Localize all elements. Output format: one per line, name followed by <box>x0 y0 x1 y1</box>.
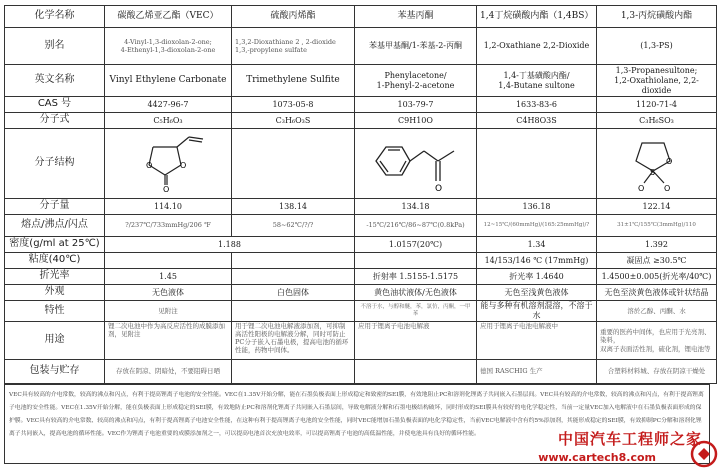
formula-phenylacetone: C9H10O <box>355 113 477 129</box>
formula-propane-sultone: C₃H₆SO₃ <box>597 113 717 129</box>
english-row <box>5 65 717 97</box>
english-propane-sultone-line: 1,2-Oxathiolane, 2,2-dioxide <box>614 75 699 95</box>
usage-phenylacetone: 应用于锂离子电池电解液 <box>355 322 477 360</box>
package-phenylacetone <box>355 360 477 384</box>
refraction-row <box>5 269 717 285</box>
alias-vec <box>105 28 232 65</box>
viscosity-row <box>5 253 717 269</box>
alias-vec-line: 4-Ethenyl-1,3-dioxolan-2-one <box>120 46 216 54</box>
spec-table <box>4 5 717 384</box>
english-phenylacetone-line: Phenylacetone/ <box>384 70 447 80</box>
mw-sulfite: 138.14 <box>232 199 355 215</box>
sultone-ring-oxygen: O <box>665 157 672 166</box>
header-sulfite: 硫酸丙烯酯 <box>232 6 355 28</box>
density-label: 密度(g/ml at 25℃) <box>5 237 105 253</box>
footnote-text: VEC具有较高的介电常数，较高的沸点和闪点，有利于提高锂离子电池的安全性能。VEC在1.35V开始分解，能在石墨负极表面上形成稳定和致密的SEI膜，有效地阻止PC和溶剂化锂离子共同嵌入石墨层间。VEC具有较高的介电常数，较高的沸点和闪点，有利于提高锂离子电池的安全性能。VEC在1.35V开始分解，能在负极表面上形成稳定的SEI膜，有效地防止PC和溶剂化锂离子共同嵌入石墨层间，导致电解液分解和石墨电极结构破坏，同时形成的SEI膜具有较好的电化学稳定性，当前一定量VEC加入电解液中在石墨负极表面形成的保护膜。VEC具有较高的介电常数、较高的沸点和闪点，有利于提高锂离子电池安全性能，在这种有利于提高锂离子电池的安全性能，同时VEC能增加石墨负极表面的电化学稳定性，当前VEC电解液中含有约5%添加剂，其能形成稳定的SEI膜，有效抑制PC分解和溶剂化锂离子共同嵌入，提高电池的循环性能。VEC作为锂离子电池重要的成膜添加剂之一，可以提高电池首次充放电效率，可以提高锂离子电池的高低温性能，并使电池具有良好的循环性能。 <box>4 384 710 464</box>
english-propane-sultone-line: 1,3-Propanesultone; <box>615 65 698 75</box>
english-label: 英文名称 <box>5 65 105 97</box>
density-phenylacetone: 1.0157(20℃) <box>355 237 477 253</box>
refraction-phenylacetone: 折射率 1.5155-1.5175 <box>355 269 477 285</box>
mp-propane-sultone: 31±1℃/155℃(3mmHg)/110 <box>597 215 717 237</box>
package-vec: 存放在阴凉、阴暗处，不要阻碍日晒 <box>105 360 232 384</box>
viscosity-vec <box>105 253 232 269</box>
mp-butane-sultone: 12~15℃/(60mmHg)/(165:25mmHg)/? <box>477 215 597 237</box>
property-label: 特性 <box>5 301 105 322</box>
header-butane-sultone: 1,4丁烷磺酸内酯（1,4BS） <box>477 6 597 28</box>
refraction-vec: 1.45 <box>105 269 232 285</box>
property-butane-sultone: 能与多种有机溶剂混溶，不溶于水 <box>477 301 597 322</box>
usage-butane-sultone: 应用于锂离子电池电解液中 <box>477 322 597 360</box>
appearance-propane-sultone: 无色至淡黄色液体或针状结晶 <box>597 285 717 301</box>
property-row <box>5 301 717 322</box>
mp-sulfite: 58~62℃/?/? <box>232 215 355 237</box>
viscosity-butane-sultone: 14/153/146 ℃ (17mmHg) <box>477 253 597 269</box>
mp-phenylacetone: -15℃/216℃/86~87℃(0.8kPa) <box>355 215 477 237</box>
viscosity-label: 粘度(40℃) <box>5 253 105 269</box>
mw-butane-sultone: 136.18 <box>477 199 597 215</box>
header-label: 化学名称 <box>5 6 105 28</box>
formula-label: 分子式 <box>5 113 105 129</box>
header-phenylacetone: 苯基丙酮 <box>355 6 477 28</box>
viscosity-propane-sultone: 凝固点 ≥30.5℃ <box>597 253 717 269</box>
usage-sulfite: 用于锂二次电池电解液添加剂，可抑制高活性阳极的电解液分解，同时可防止PC分子嵌入石墨电极，提高电池的循环性能，药物中间体。 <box>232 322 355 360</box>
appearance-row <box>5 285 717 301</box>
property-phenylacetone: 不溶于水，与醇和醚，苯，氯仿，丙酮，一甲苯 <box>355 301 477 322</box>
alias-sulfite-line: 1,3,2-Dioxathiane 2 , 2-dioxide <box>235 37 336 46</box>
structure-butane-sultone <box>477 129 597 199</box>
english-butane-sultone-line: 1,4-丁基磺酸内酯/ <box>503 70 570 80</box>
sultone-oxygen-right: O <box>663 184 670 193</box>
vec-oxygen-carbonyl: O <box>163 185 170 193</box>
formula-butane-sultone: C4H8O3S <box>477 113 597 129</box>
property-propane-sultone: 溶於乙醇、丙酮、水 <box>597 301 717 322</box>
formula-sulfite: C₃H₆O₃S <box>232 113 355 129</box>
alias-butane-sultone: 1,2-Oxathiane 2,2-Dioxide <box>477 28 597 65</box>
structure-row <box>5 129 717 199</box>
cas-propane-sultone: 1120-71-4 <box>597 97 717 113</box>
usage-propane-sultone-line: 双离子表面活性剂，硫化剂，锂电池等 <box>600 344 711 353</box>
english-propane-sultone <box>597 65 717 97</box>
mp-vec: ?/237℃/733mmHg/206 ℉ <box>105 215 232 237</box>
refraction-propane-sultone: 1.4500±0.005(折光率/40℃) <box>597 269 717 285</box>
watermark-title: 中国汽车工程师之家 <box>557 430 702 448</box>
mp-label: 熔点/沸点/闪点 <box>5 215 105 237</box>
formula-row <box>5 113 717 129</box>
english-sulfite: Trimethylene Sulfite <box>232 65 355 97</box>
phenylacetone-structure-drawing <box>358 129 476 193</box>
mp-row <box>5 215 717 237</box>
refraction-label: 折光率 <box>5 269 105 285</box>
english-butane-sultone <box>477 65 597 97</box>
usage-label: 用途 <box>5 322 105 360</box>
structure-label: 分子结构 <box>5 129 105 199</box>
mw-label: 分子量 <box>5 199 105 215</box>
density-vec: 1.188 <box>105 237 355 253</box>
appearance-label: 外观 <box>5 285 105 301</box>
alias-label: 别名 <box>5 28 105 65</box>
alias-propane-sultone: (1,3-PS) <box>597 28 717 65</box>
package-propane-sultone: 合塑料材料城、存放在阴凉干燥处 <box>597 360 717 384</box>
english-vec: Vinyl Ethylene Carbonate <box>105 65 232 97</box>
mw-vec: 114.10 <box>105 199 232 215</box>
structure-phenylacetone <box>355 129 477 199</box>
structure-propane-sultone <box>597 129 717 199</box>
appearance-sulfite: 白色固体 <box>232 285 355 301</box>
package-butane-sultone: 德国 RASCHIG 生产 <box>477 360 597 384</box>
cas-vec: 4427-96-7 <box>105 97 232 113</box>
usage-row <box>5 322 717 360</box>
vec-structure-drawing <box>123 129 213 193</box>
formula-vec: C₅H₆O₃ <box>105 113 232 129</box>
cas-row <box>5 97 717 113</box>
property-vec: 见附注 <box>105 301 232 322</box>
density-row <box>5 237 717 253</box>
viscosity-sulfite <box>232 253 355 269</box>
header-vec: 碳酸乙烯亚乙酯（VEC） <box>105 6 232 28</box>
sultone-oxygen-left: O <box>637 184 644 193</box>
appearance-vec: 无色液体 <box>105 285 232 301</box>
package-row <box>5 360 717 384</box>
propane-sultone-structure-drawing <box>612 129 702 193</box>
structure-sulfite <box>232 129 355 199</box>
english-phenylacetone <box>355 65 477 97</box>
header-row <box>5 6 717 28</box>
alias-vec-line: 4-Vinyl-1,3-dioxolan-2-one; <box>124 37 212 46</box>
density-butane-sultone: 1.34 <box>477 237 597 253</box>
vec-oxygen-right: O <box>180 161 187 170</box>
cas-butane-sultone: 1633-83-6 <box>477 97 597 113</box>
usage-propane-sultone-line: 重要的医药中间体，也应用于光亮剂、染料， <box>600 328 711 345</box>
property-sulfite <box>232 301 355 322</box>
alias-phenylacetone: 苯基甲基酮/1-苯基-2-丙酮 <box>355 28 477 65</box>
vec-oxygen-left: O <box>146 161 153 170</box>
cas-phenylacetone: 103-79-7 <box>355 97 477 113</box>
package-label: 包装与贮存 <box>5 360 105 384</box>
phenylacetone-oxygen: O <box>435 184 443 193</box>
english-phenylacetone-line: 1-Phenyl-2-acetone <box>376 80 455 90</box>
mw-phenylacetone: 134.18 <box>355 199 477 215</box>
header-propane-sultone: 1,3-丙烷磺酸内酯 <box>597 6 717 28</box>
package-sulfite <box>232 360 355 384</box>
density-propane-sultone: 1.392 <box>597 237 717 253</box>
mw-propane-sultone: 122.14 <box>597 199 717 215</box>
alias-row <box>5 28 717 65</box>
alias-sulfite-line: 1,3,-propylene sulfate <box>235 46 307 54</box>
cas-sulfite: 1073-05-8 <box>232 97 355 113</box>
watermark-url: www.cartech8.com <box>538 451 656 464</box>
refraction-sulfite <box>232 269 355 285</box>
english-butane-sultone-line: 1,4-Butane sultone <box>498 80 575 90</box>
refraction-butane-sultone: 折光率 1.4640 <box>477 269 597 285</box>
appearance-butane-sultone: 无色至浅黄色液体 <box>477 285 597 301</box>
usage-vec: 锂二次电池中作为高反应活性的成膜添加剂，见附注 <box>105 322 232 360</box>
mw-row <box>5 199 717 215</box>
structure-vec <box>105 129 232 199</box>
appearance-phenylacetone: 黄色油状液体/无色液体 <box>355 285 477 301</box>
watermark-logo-icon <box>690 440 718 468</box>
alias-sulfite <box>232 28 355 65</box>
usage-propane-sultone <box>597 322 717 360</box>
cas-label: CAS 号 <box>5 97 105 113</box>
viscosity-phenylacetone <box>355 253 477 269</box>
sultone-sulfur: S <box>649 168 655 177</box>
